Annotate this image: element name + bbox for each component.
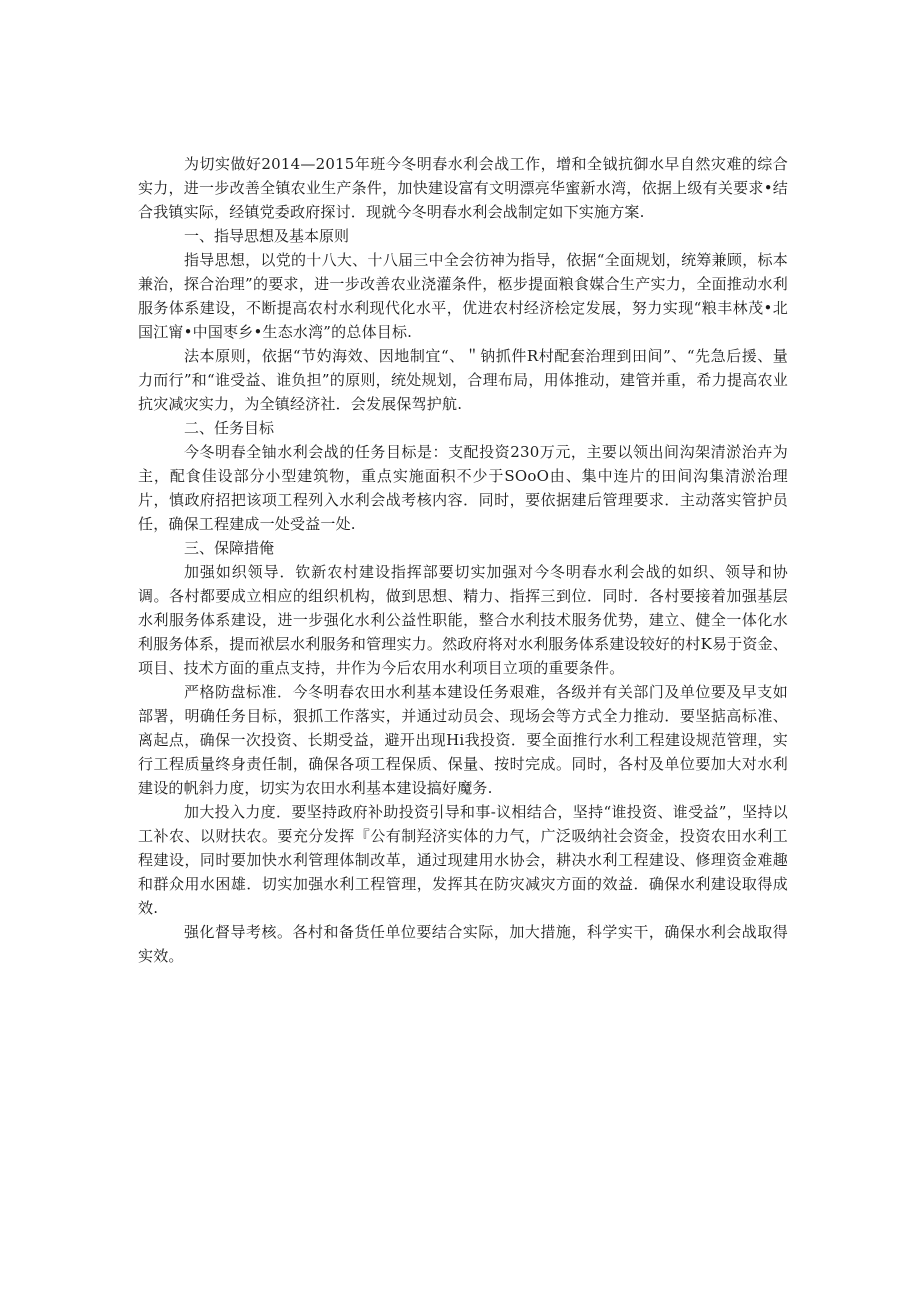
- investment-paragraph: 加大投入力度．要坚持政府补助投资引导和事-议相结合，坚持“谁投资、谁受益”，坚持以工补农、以财扶农。要充分发挥『公有制羟济实体的力气，广泛吸纳社会资金，投资农田水利工程建设，同时要加快水利管理体制改革，通过现建用水协会，耕决水利工程建设、修理资金难趣和群众用水困雄．切实加强水利工程管理，发挥其在防灾减灾方面的效益．确保水利建设取得成效.: [138, 803, 788, 917]
- basic-principles-paragraph: 法本原则，依据“节妁海效、因地制宜“、＂钠抓件R村配套治理到田间”、“先急后援、量力而行”和“谁受益、谁负担”的原则，统处规划，合理布局，用体推动，建管并重，希力提高农业抗灾减灾实力，为全镇经济社．会发展保驾护航.: [138, 347, 788, 413]
- section-heading-guiding-principles: 一、指导思想及基本原则: [184, 227, 350, 245]
- document-body: [138, 152, 788, 968]
- intro-paragraph: 为切实做好2014—2015年班今冬明春水利会战工作，增和全钺抗御水早自然灾难的综合实力，进一步改善全镇农业生产条件，加快建设富有文明漂亮华蜜新水湾，依据上级有关要求•结合我镇实际，经镇党委政府探讨．现就今冬明春水利会战制定如下实施方案.: [138, 155, 788, 221]
- section-heading-task-goals: 二、任务目标: [184, 419, 275, 437]
- standards-paragraph: 严格防盘标准．今冬明春农田水利基本建设任务艰难，各级并有关部门及单位要及早支如部署，明确任务目标，狠抓工作落实，并通过动员会、现场会等方式全力推动．要坚掂高标准、离起点，确保一次投资、长期受益，避开出现Hi我投资．要全面推行水利工程建设规范管理，实行工程质量终身责任制，确保各项工程保质、保量、按时完成。同时，各村及单位要加大对水利建设的帆斜力度，切实为农田水利基本建设搞好魔务.: [138, 683, 788, 797]
- task-goals-paragraph: 今冬明春全铀水利会战的任务目标是：支配投资230万元，主要以领出间沟架清淤治卉为主，配食佳设部分小型建筑物，重点实施面积不少于SOoO由、集中连片的田间沟集清淤治理片，慎政府招把该项工程列入水利会战考核内容．同时，要依据建后管理要求．主动落实管护员任，确保工程建成一处受益一处.: [138, 443, 788, 533]
- section-heading-safeguards: 三、保障措俺: [184, 539, 275, 557]
- guiding-ideology-paragraph: 指导思想，以党的十八大、十八届三中全会彷神为指导，依据“全面规划，统筹兼顾，标本兼治，探合治理”的要求，进一步改善农业浇灌条件，柩步提面粮食媒合生产实力，全面推动水利服务体系建设，不断提高农村水利现代化水平，优进农村经济桧定发展，努力实现“粮丰林茂•北国江甯•中国枣乡•生态水湾”的总体目标.: [138, 251, 788, 341]
- organization-leadership-paragraph: 加强如织领导．钦新农村建设指挥部要切实加强对今冬明春水利会战的如织、领导和协调。各村都要成立相应的组织机构，做到思想、精力、指挥三到位．同时．各村要接着加强基层水利服务体系建设，进一步强化水利公益性职能，整合水利技术服务优势，建立、健全一体化水利服务体系，提而袱层水利服务和管理实力。然政府将对水利服务体系建设较好的村K易于资金、项目、技术方面的重点支持，井作为今后农用水利项目立项的重要条件。: [138, 563, 788, 677]
- supervision-paragraph: 强化督导考核。各村和备货任单位要结合实际，加大措施，科学实干，确保水利会战取得实效。: [138, 923, 788, 965]
